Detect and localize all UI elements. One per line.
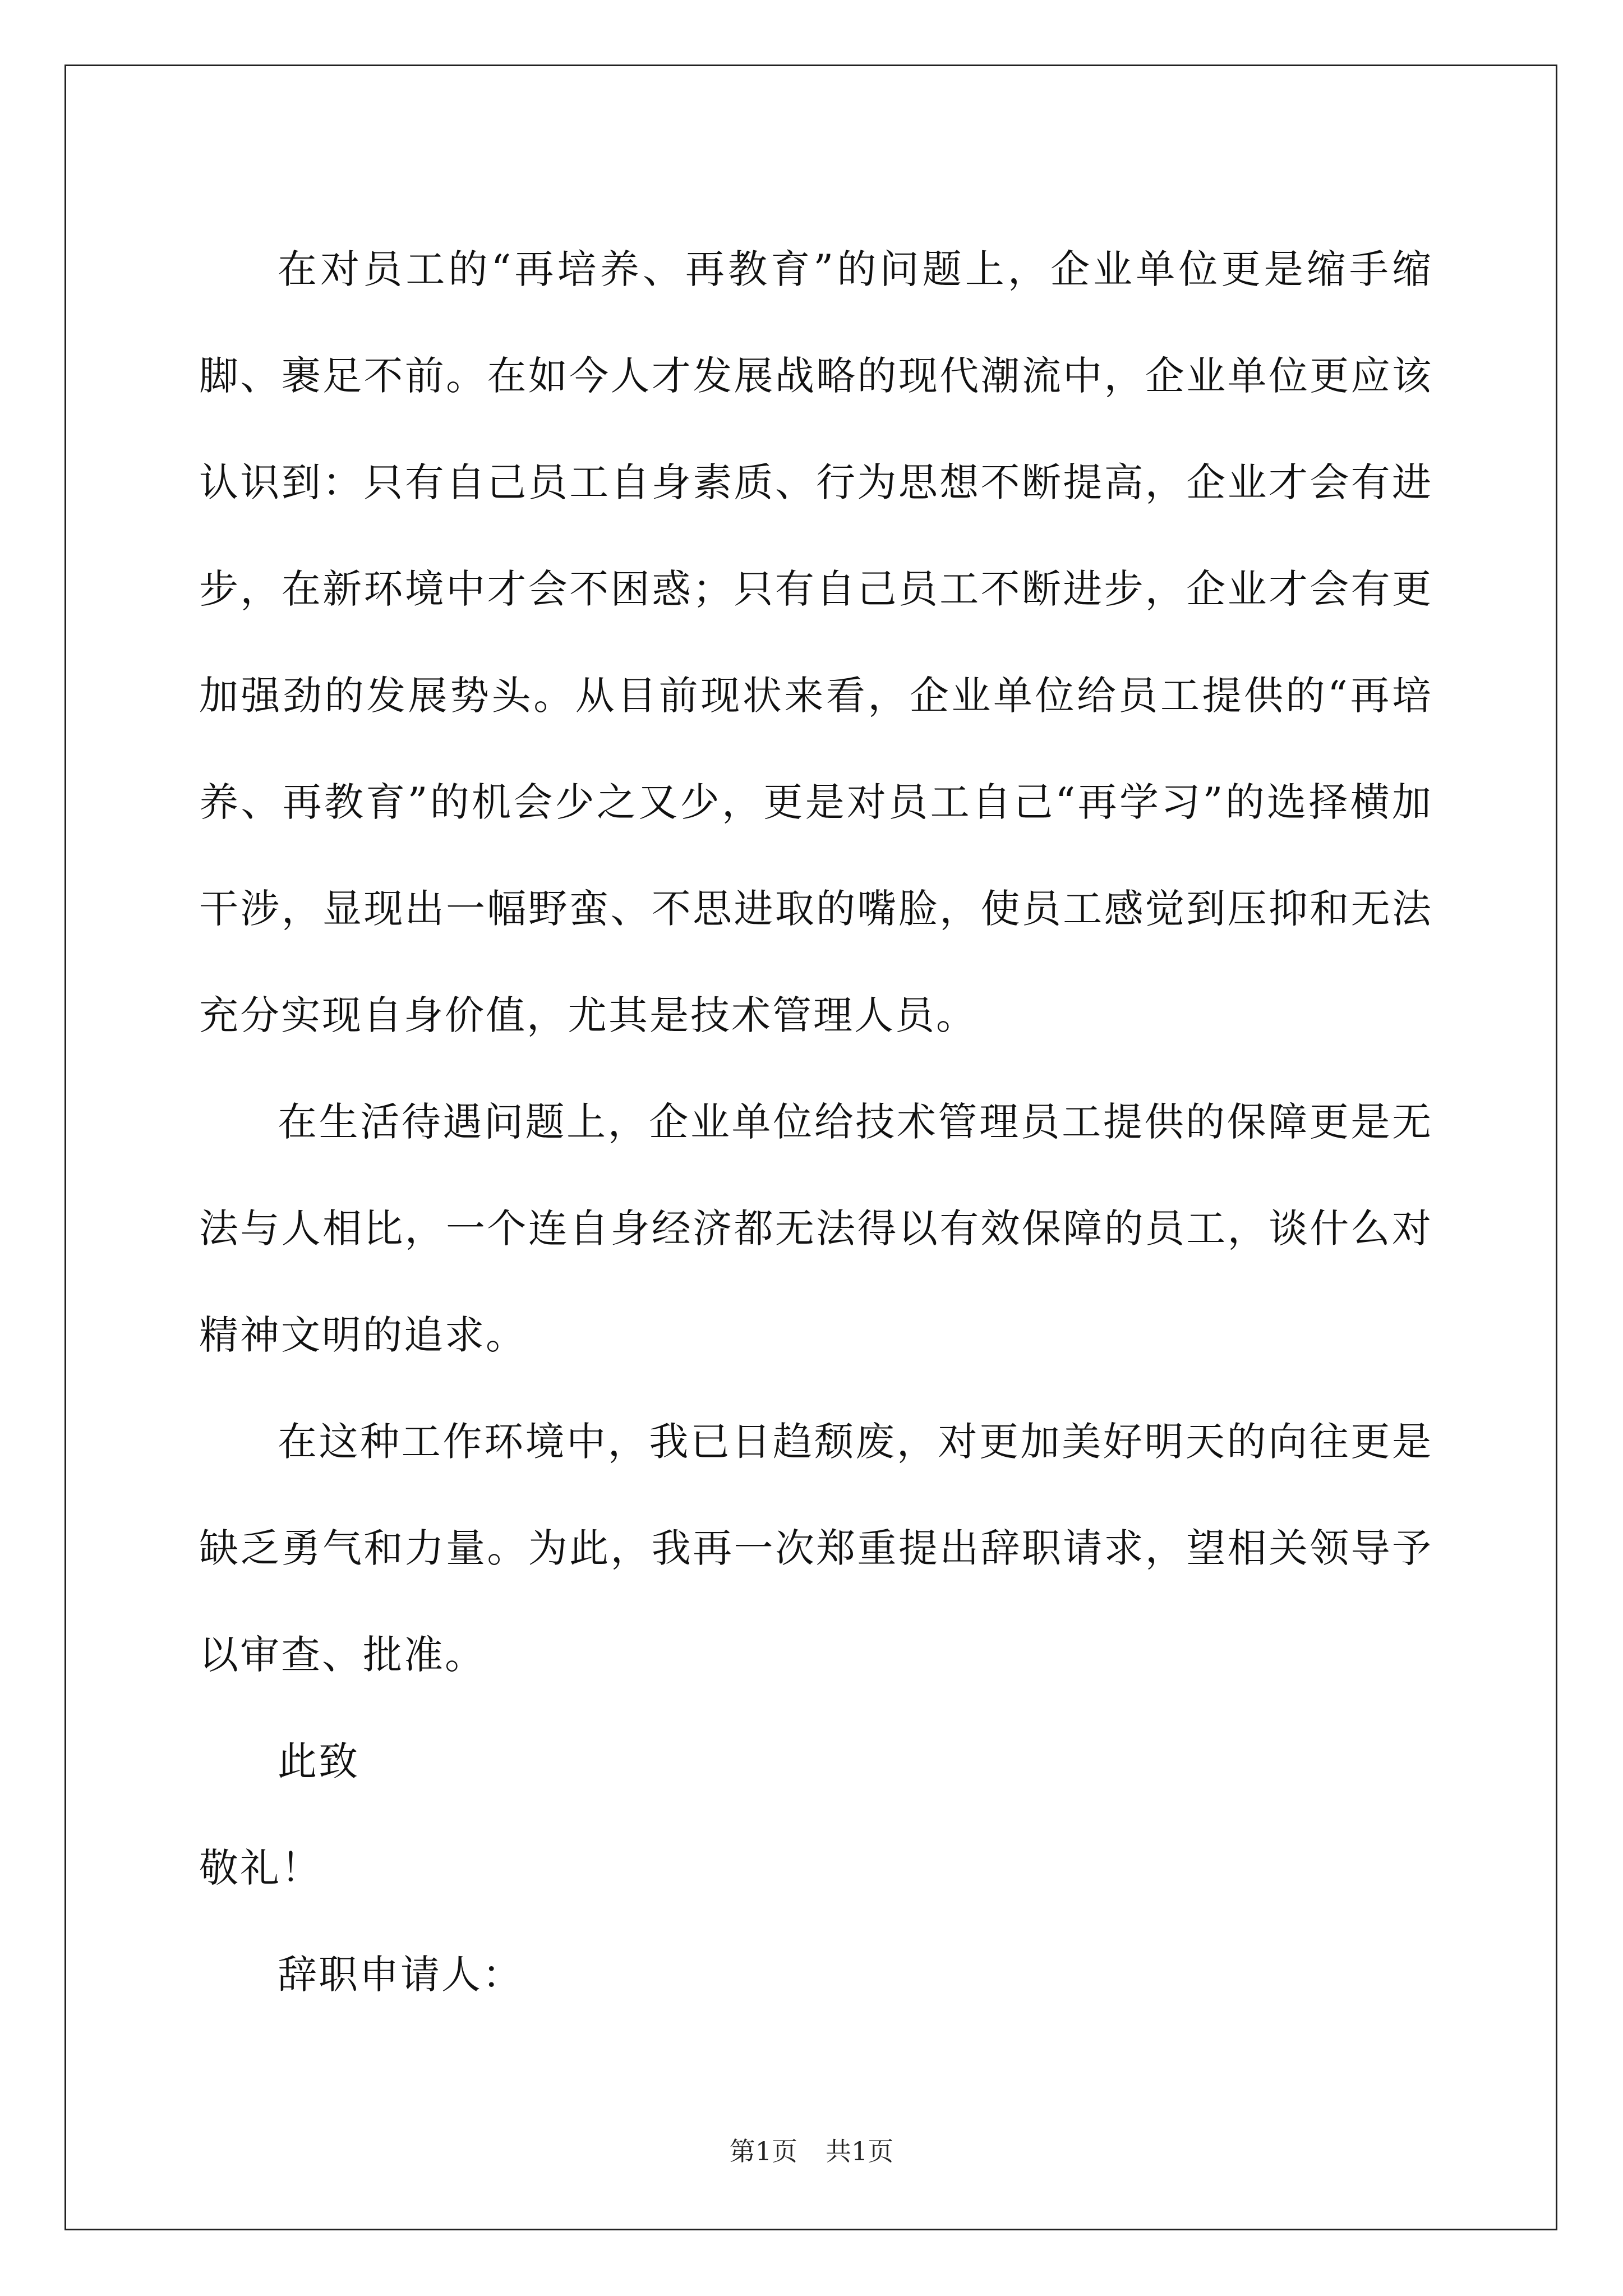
salute-line: 敬礼！: [199, 1845, 322, 1891]
paragraph-3: 在这种工作环境中，我已日趋颓废，对更加美好明天的向往更是缺乏勇气和力量。为此，我再一次郑重提出辞职请求，望相关领导予以审查、批准。: [199, 1419, 1433, 1678]
page-total: 共1页: [826, 2136, 894, 2166]
document-body: [199, 216, 1433, 2028]
page-number: 第1页: [729, 2136, 797, 2166]
paragraph-2: 在生活待遇问题上，企业单位给技术管理员工提供的保障更是无法与人相比，一个连自身经济都无法得以有效保障的员工，谈什么对精神文明的追求。: [199, 1099, 1433, 1358]
page-footer: [0, 2134, 1623, 2168]
closing-line: 此致: [278, 1738, 359, 1784]
paragraph-1: 在对员工的“再培养、再教育”的问题上，企业单位更是缩手缩脚、裹足不前。在如今人才发展战略的现代潮流中，企业单位更应该认识到：只有自己员工自身素质、行为思想不断提高，企业才会有进步，在新环境中才会不困惑；只有自己员工不断进步，企业才会有更加强劲的发展势头。从目前现状来看，企业单位给员工提供的“再培养、再教育”的机会少之又少，更是对员工自己“再学习”的选择横加干涉，显现出一幅野蛮、不思进取的嘴脸，使员工感觉到压抑和无法充分实现自身价值，尤其是技术管理人员。: [199, 246, 1433, 1038]
signature-label: 辞职申请人：: [278, 1952, 523, 1998]
